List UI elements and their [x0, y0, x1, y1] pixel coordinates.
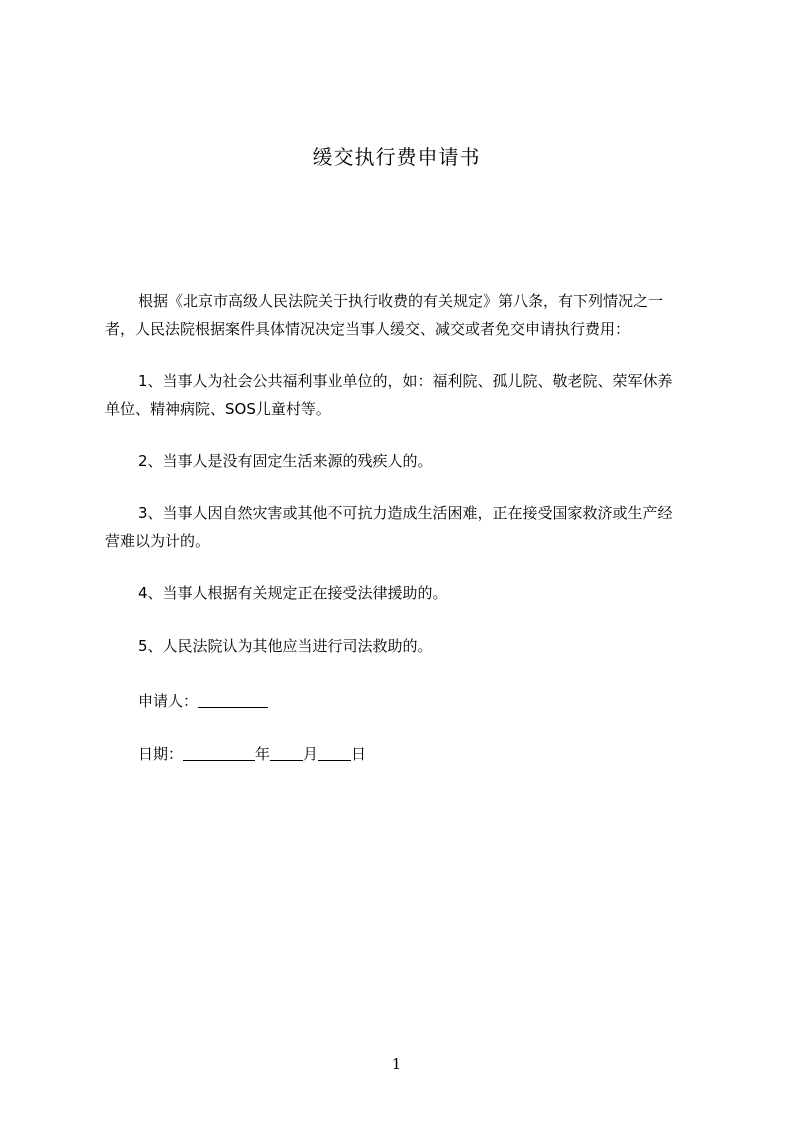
list-item: 5、人民法院认为其他应当进行司法救助的。	[138, 637, 433, 655]
month-blank[interactable]	[270, 744, 303, 761]
applicant-label: 申请人：	[138, 692, 199, 710]
intro-paragraph: 根据《北京市高级人民法院关于执行收费的有关规定》第八条，有下列情况之一者，人民法院根据案件具体情况决定当事人缓交、减交或者免交申请执行费用：	[105, 292, 664, 338]
list-item: 1、当事人为社会公共福利事业单位的，如：福利院、孤儿院、敬老院、荣军休养单位、精神病院、SOS儿童村等。	[105, 372, 673, 418]
date-field	[138, 740, 366, 768]
date-label: 日期：	[138, 745, 184, 763]
year-label: 年	[255, 745, 271, 763]
list-item: 4、当事人根据有关规定正在接受法律援助的。	[138, 584, 448, 602]
day-label: 日	[351, 745, 367, 763]
month-label: 月	[303, 745, 319, 763]
applicant-field	[138, 687, 268, 715]
page-number: 1	[391, 1055, 402, 1073]
applicant-blank[interactable]	[198, 691, 268, 708]
list-item: 2、当事人是没有固定生活来源的残疾人的。	[138, 452, 433, 470]
document-title: 缓交执行费申请书	[312, 145, 481, 169]
list-item: 3、当事人因自然灾害或其他不可抗力造成生活困难，正在接受国家救济或生产经营难以为计的。	[105, 504, 673, 550]
year-blank[interactable]	[183, 744, 255, 761]
day-blank[interactable]	[318, 744, 351, 761]
